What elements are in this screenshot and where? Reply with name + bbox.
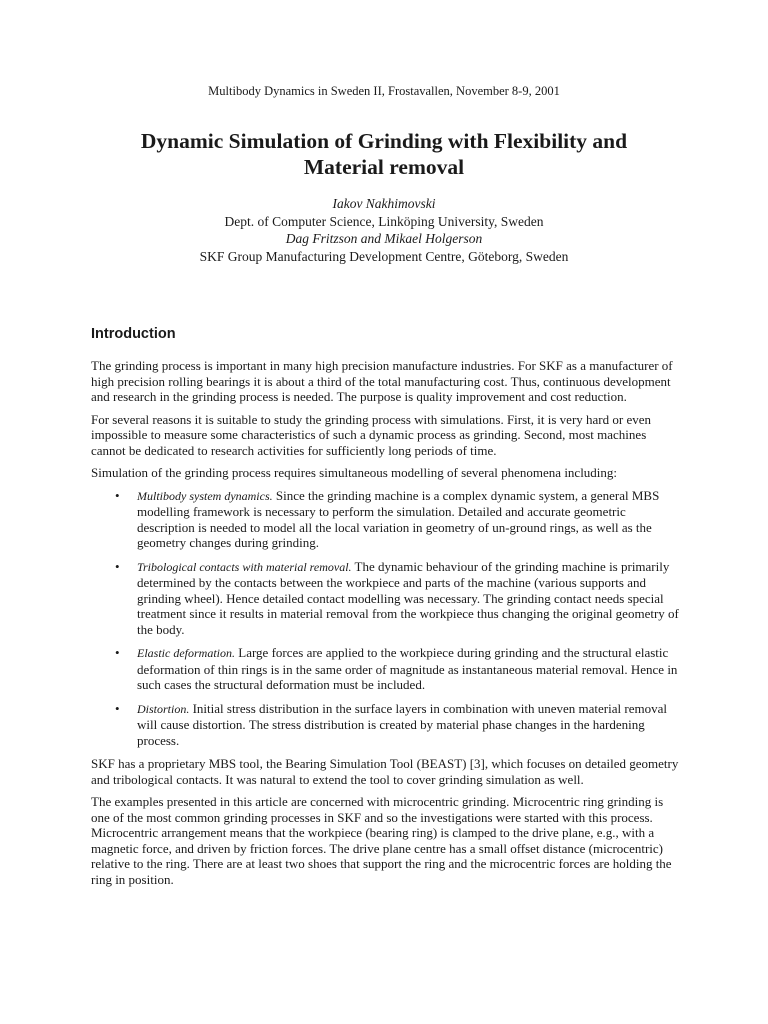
paragraph: Simulation of the grinding process requires simultaneous modelling of several phenomena including: <box>91 465 618 480</box>
list-item <box>91 488 681 551</box>
list-item-text: Since the grinding machine is a complex dynamic system, a general MBS modelling framework is necessary to perform the simulation. Detailed and accurate geometric description is needed to model all the local variation in geometry of un-ground rings, as well as the geometry changes during grinding. <box>137 487 660 550</box>
list-item-lead: Elastic deformation. <box>137 646 235 660</box>
bullet-glyph: • <box>115 558 120 574</box>
paragraph: SKF has a proprietary MBS tool, the Bearing Simulation Tool (BEAST) [3], which focuses on detailed geometry and tribological contacts. It was natural to extend the tool to cover grinding simulation as well. <box>91 756 679 787</box>
author-name-2: Dag Fritzson and Mikael Holgerson <box>285 231 483 246</box>
list-item-text: The dynamic behaviour of the grinding machine is primarily determined by the contacts between the workpiece and parts of the machine (various supports and grinding wheel). Hence detailed contact modelling was necessary. The grinding contact needs special treatment since it results in material removal from the workpiece thus changing the original geometry of the body. <box>137 558 679 637</box>
author-affiliation-1: Dept. of Computer Science, Linköping University, Sweden <box>224 213 544 229</box>
bullet-glyph: • <box>115 487 120 503</box>
list-item <box>91 645 681 693</box>
title-line-1: Dynamic Simulation of Grinding with Flexibility and <box>140 129 628 153</box>
author-affiliation-2: SKF Group Manufacturing Development Centre, Göteborg, Sweden <box>199 248 569 264</box>
bullet-glyph: • <box>115 700 120 716</box>
title-line-2: Material removal <box>303 155 465 179</box>
paragraph: The grinding process is important in many high precision manufacture industries. For SKF as a manufacturer of high precision rolling bearings it is about a third of the total manufacturing cost. Thus, continuous development and research in the grinding process is needed. The purpose is quality improvement and cost reduction. <box>91 358 673 404</box>
list-item <box>91 701 681 749</box>
paragraph: The examples presented in this article are concerned with microcentric grinding. Microcentric ring grinding is one of the most common grinding processes in SKF and so the investigations were started with this process. Microcentric arrangement means that the workpiece (bearing ring) is clamped to the drive plane, e.g., with a magnetic force, and driven by friction forces. The drive plane centre has a small offset distance (microcentric) relative to the ring. There are at least two shoes that support the ring and the microcentric forces are holding the ring in position. <box>91 794 672 887</box>
list-item <box>91 559 681 638</box>
body-text <box>91 358 681 894</box>
list-item-lead: Multibody system dynamics. <box>137 488 273 503</box>
conference-header: Multibody Dynamics in Sweden II, Frostavallen, November 8-9, 2001 <box>208 84 560 98</box>
paragraph: For several reasons it is suitable to study the grinding process with simulations. First, it is very hard or even impossible to measure some characteristics of such a dynamic process as grinding. Second, most machines cannot be dedicated to research activities for sufficiently long periods of time. <box>91 411 652 458</box>
paper-title <box>60 128 708 180</box>
list-item-text: Large forces are applied to the workpiece during grinding and the structural elastic deformation of thin rings is in the same order of magnitude as instantaneous material removal. Hence in such cases the structural deformation must be included. <box>137 645 678 692</box>
phenomena-list <box>91 488 681 749</box>
section-heading-introduction: Introduction <box>91 326 176 342</box>
list-item-lead: Distortion. <box>137 701 190 716</box>
list-item-lead: Tribological contacts with material removal. <box>137 559 352 574</box>
bullet-glyph: • <box>115 645 120 660</box>
list-item-text: Initial stress distribution in the surface layers in combination with uneven material removal will cause distortion. The stress distribution is created by material phase changes in the hardening process. <box>137 700 667 748</box>
author-block <box>60 195 708 265</box>
author-name-1: Iakov Nakhimovski <box>332 196 436 211</box>
